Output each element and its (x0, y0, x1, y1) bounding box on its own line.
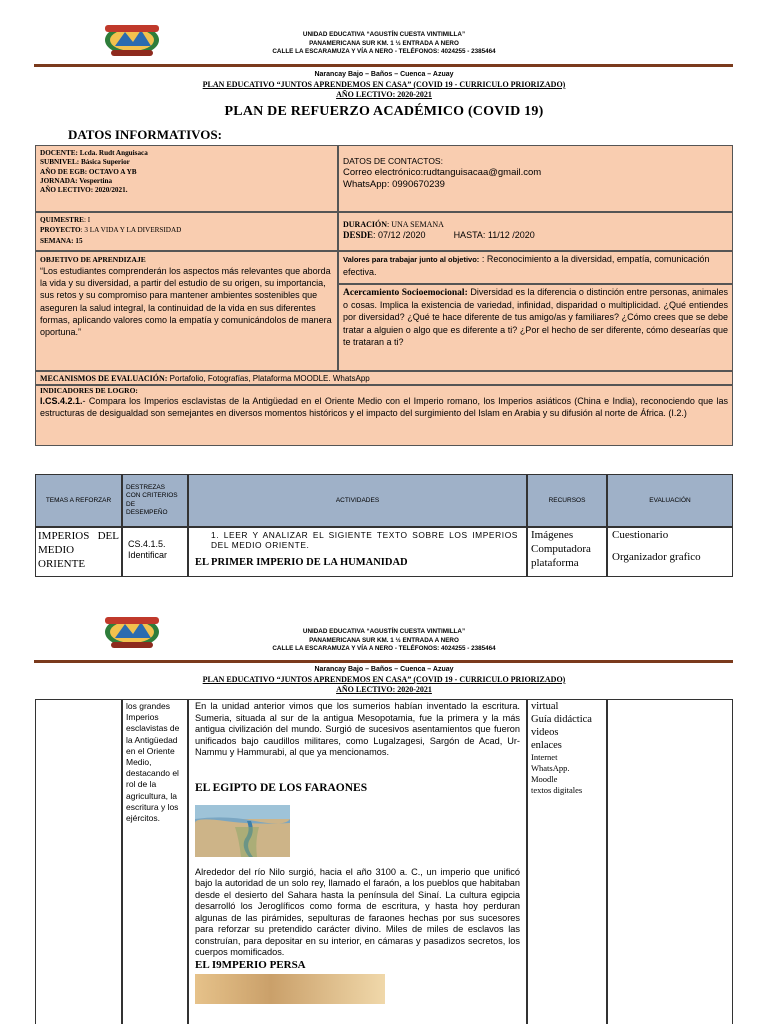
school-name-page-2: UNIDAD EDUCATIVA “AGUSTÍN CUESTA VINTIMILLA” (302, 628, 466, 635)
objetivo-title: OBJETIVO DE APRENDIZAJE (40, 255, 146, 264)
recurso-textos: textos digitales (531, 785, 583, 795)
recursos-cell-p2 (527, 699, 607, 1024)
mecanismos-text: Portafolio, Fotografías, Plataforma MOODLE. WhatsApp (169, 374, 370, 383)
desde-label: DESDE (343, 230, 374, 240)
indicadores-text: - Compara los Imperios esclavistas de la Antigüedad en el Oriente Medio con el Imperio romano, los Imperios asiáticos (China e India), reconociendo que las estructuras de desigualdad son semejantes en diversos momentos históricos y el impacto del surgimiento del Islam en Arabia y su difusión al norte de África. (I.2.) (40, 396, 728, 419)
actividades-cell-cont (188, 699, 527, 1024)
paragraph-sumeria: En la unidad anterior vimos que los sumerios habían inventado la escritura. Sumeria, situada al sur de la antigua Mesopotamia, fue la primera y la más antigua civilización del mundo. Surgió de sucesivos asentamientos que fueron unificados bajo caudillos militares, como Lugalzagesi, Sargón de Acad, Ur-Nammu y Hammurabi, al que ya mencionamos. (195, 701, 520, 757)
destreza-cell-cont (122, 699, 188, 1024)
contact-cell (338, 145, 733, 212)
school-address-2: CALLE LA ESCARAMUZA Y VÍA A NERO - TELÉFONOS: 4024255 - 2385464 (272, 48, 496, 56)
header-rule-page-2 (34, 660, 733, 663)
egb-label: AÑO DE EGB (40, 167, 85, 176)
contact-title: DATOS DE CONTACTOS: (343, 156, 443, 166)
destreza-code: CS.4.1.5. (128, 539, 166, 549)
contact-email: Correo electrónico:rudtanguisacaa@gmail.com (343, 167, 542, 178)
egypt-nile-image (195, 805, 290, 857)
location-line: Narancay Bajo – Baños – Cuenca – Azuay (314, 71, 454, 78)
recurso-videos: videos (531, 727, 559, 738)
valores-label: Valores para trabajar junto al objetivo: (343, 255, 480, 264)
mecanismos-label: MECANISMOS DE EVALUACIÓN: (40, 374, 168, 383)
header-rule (34, 64, 733, 67)
school-address-2-page-2: CALLE LA ESCARAMUZA Y VÍA A NERO - TELÉFONOS: 4024255 - 2385464 (272, 645, 496, 653)
subnivel-value: : Básica Superior (76, 158, 130, 167)
duracion-value: : UNA SEMANA (387, 220, 444, 229)
subnivel-label: SUBNIVEL (40, 158, 77, 167)
heading-primer-imperio: EL PRIMER IMPERIO DE LA HUMANIDAD (195, 557, 408, 568)
recurso-whatsapp: WhatsApp. (531, 763, 570, 773)
plan-line-page-2: PLAN EDUCATIVO “JUNTOS APRENDEMOS EN CASA” (COVID 19 - CURRICULO PRIORIZADO) (202, 675, 566, 684)
jornada-value: : Vespertina (75, 176, 113, 185)
evaluacion-organizador: Organizador grafico (612, 551, 701, 563)
col-header-destrezas-text: DESTREZAS CON CRITERIOS DE DESEMPEÑO (126, 484, 178, 516)
col-header-temas (35, 474, 122, 527)
hasta-value: HASTA: 11/12 /2020 (453, 230, 535, 240)
quimestre-cell (35, 212, 338, 251)
actividades-cell (188, 527, 527, 577)
recurso-virtual: virtual (531, 701, 559, 712)
docente-cell (35, 145, 338, 212)
destreza-cell (122, 527, 188, 577)
school-address-1: PANAMERICANA SUR KM. 1 ½ ENTRADA A NERO (309, 39, 459, 47)
tema-cell (35, 527, 122, 577)
egb-value: : OCTAVO A YB (84, 167, 137, 176)
recurso-imagenes: Imágenes (531, 529, 574, 541)
valores-cell (338, 251, 733, 284)
quimestre-label: QUIMESTRE (40, 216, 84, 224)
quimestre-value: : I (83, 216, 91, 224)
objetivo-text: “Los estudiantes comprenderán los aspectos más relevantes que aborda la vida y su diversidad, a partir del estudio de su origen, su importancia, sus retos y su compromiso para mantener ambientes sostenibles que aseguren la salud integral, la continuidad de la vida en sus diferentes formas, aplicando valores como la empatía y comunicándolos de manera oportuna.” (40, 266, 332, 338)
plan-line: PLAN EDUCATIVO “JUNTOS APRENDEMOS EN CASA” (COVID 19 - CURRICULO PRIORIZADO) (202, 80, 566, 89)
tema-cell-cont (35, 699, 122, 1024)
acercamiento-text: Diversidad es la diferencia o distinción entre personas, animales o cosas. Implica la existencia de variedad, infinidad, disparidad o multiplicidad. ¿Qué entiendes por diversidad? ¿Qué te hace diferente de tus amigo/as y familiares? ¿Cómo crees que se debe tratar a alguien o algo que es diferente a ti? ¿Por el hecho de ser diferente, cómo desearías que te trataran a ti? (343, 287, 728, 347)
recursos-cell-p1 (527, 527, 607, 577)
col-header-evaluacion-text: EVALUACIÓN (649, 497, 691, 504)
col-header-actividades (188, 474, 527, 527)
page-title: PLAN DE REFUERZO ACADÉMICO (COVID 19) (224, 104, 544, 119)
semana-label: SEMANA (40, 236, 72, 245)
persia-image (195, 974, 385, 1004)
duracion-label: DURACIÓN (343, 220, 387, 229)
proyecto-label: PROYECTO (40, 226, 81, 235)
school-address-1-page-2: PANAMERICANA SUR KM. 1 ½ ENTRADA A NERO (309, 636, 459, 644)
year-line: AÑO LECTIVO: 2020-2021 (336, 90, 432, 99)
section-title: DATOS INFORMATIVOS: (68, 127, 222, 142)
indicadores-cell (35, 385, 733, 446)
indicadores-label: INDICADORES DE LOGRO: (40, 386, 138, 395)
lectivo-label: AÑO LECTIVO (40, 186, 91, 195)
duracion-cell (338, 212, 733, 251)
mecanismos-cell (35, 371, 733, 385)
valores-text: : Reconocimiento a la diversidad, empatía, comunicación efectiva. (343, 254, 710, 278)
evaluacion-cell (607, 527, 733, 577)
jornada-label: JORNADA (40, 176, 76, 185)
lectivo-value: : 2020/2021. (90, 186, 128, 195)
recurso-internet: Internet (531, 752, 558, 762)
proyecto-value: : 3 LA VIDA Y LA DIVERSIDAD (80, 226, 182, 235)
destreza-text: los grandes Imperios esclavistas de la Antigüedad en el Oriente Medio, destacando el rol de la agricultura, la escritura y los ejércitos. (126, 701, 180, 824)
acercamiento-label: Acercamiento Socioemocional: (343, 288, 468, 298)
recurso-moodle: Moodle (531, 774, 558, 784)
objetivo-cell (35, 251, 338, 371)
col-header-evaluacion (607, 474, 733, 527)
recurso-guia: Guía didáctica (531, 714, 592, 725)
evaluacion-cuestionario: Cuestionario (612, 529, 669, 541)
docente-value: : Lcda. Rudt Anguisaca (75, 149, 148, 157)
heading-egipto: EL EGIPTO DE LOS FARAONES (195, 781, 368, 794)
col-header-actividades-text: ACTIVIDADES (335, 497, 380, 504)
school-name: UNIDAD EDUCATIVA “AGUSTÍN CUESTA VINTIMILLA” (302, 31, 466, 38)
recurso-enlaces: enlaces (531, 740, 562, 751)
contact-whatsapp: WhatsApp: 0990670239 (343, 179, 445, 190)
col-header-recursos (527, 474, 607, 527)
docente-label: DOCENTE (40, 149, 76, 157)
tema-text: IMPERIOS DEL MEDIO ORIENTE (38, 530, 119, 570)
semana-value: : 15 (71, 236, 83, 245)
col-header-recursos-text: RECURSOS (548, 497, 586, 504)
recurso-plataforma: plataforma (531, 557, 579, 569)
heading-persa: EL I9MPERIO PERSA (195, 958, 306, 971)
year-line-page-2: AÑO LECTIVO: 2020-2021 (336, 685, 432, 694)
acercamiento-cell (338, 284, 733, 371)
destreza-first-word: Identificar (128, 550, 168, 560)
col-header-temas-text: TEMAS A REFORZAR (45, 497, 112, 504)
desde-value: : 07/12 /2020 (373, 230, 426, 240)
location-line-page-2: Narancay Bajo – Baños – Cuenca – Azuay (314, 666, 454, 673)
paragraph-egipto: Alrededor del río Nilo surgió, hacia el año 3100 a. C., un imperio que unificó bajo la autoridad de un solo rey, llamado el faraón, a los pueblos que habitaban desde el desierto del Sahara hasta la península del Sinaí. La cultura egipcia desarrolló los Jeroglíficos como forma de escritura, y hasta hoy perduran algunas de las pirámides, sepulturas de faraones hechas por sus sucesores para reforzar su pretendido carácter divino. Miles de miles de esclavos las construían, para depositar en su interior, en cámaras y pasadizos secretos, los cuerpos momificados. (195, 866, 520, 957)
evaluacion-cell-cont (607, 699, 733, 1024)
col-header-destrezas (122, 474, 188, 527)
recurso-computadora: Computadora (531, 543, 591, 555)
indicadores-code: I.CS.4.2.1. (40, 396, 83, 406)
activity-1: 1. LEER Y ANALIZAR EL SIGIENTE TEXTO SOBRE LOS IMPERIOS DEL MEDIO ORIENTE. (211, 530, 518, 550)
